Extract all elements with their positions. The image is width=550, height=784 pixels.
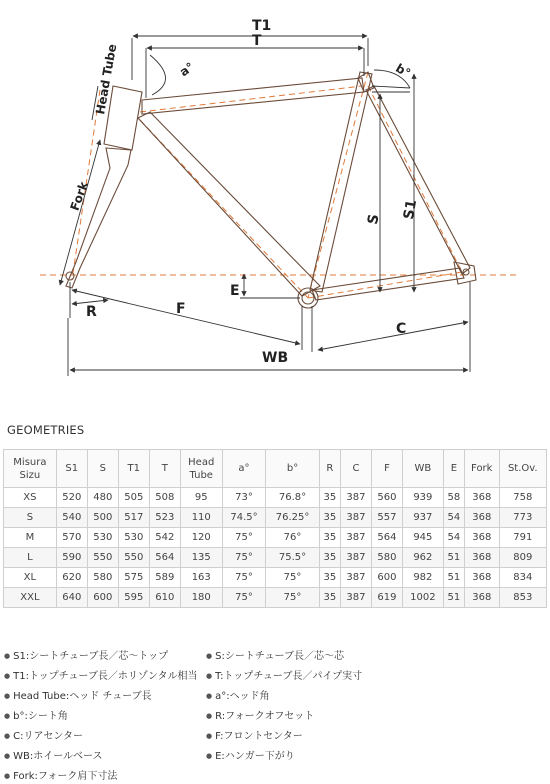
column-header: S1	[56, 450, 87, 488]
table-cell: XL	[4, 568, 57, 588]
table-cell: 982	[402, 568, 443, 588]
table-cell: 937	[402, 508, 443, 528]
column-header: a°	[222, 450, 266, 488]
table-cell: 600	[87, 588, 118, 608]
table-cell: 368	[464, 588, 499, 608]
table-cell: 939	[402, 488, 443, 508]
table-cell: 387	[340, 528, 371, 548]
legend-item-s1: ● S1:シートチューブ長／芯～トップ	[4, 647, 168, 662]
legend-item-c: ● C:リアセンター	[4, 727, 83, 742]
table-cell: 595	[118, 588, 149, 608]
top-tube	[142, 78, 364, 114]
legend-item-wb: ● WB:ホイールベース	[4, 747, 103, 762]
legend-item-b-angle: ● b°:シート角	[4, 707, 68, 722]
table-cell: 620	[56, 568, 87, 588]
table-cell: 575	[118, 568, 149, 588]
table-cell: 500	[87, 508, 118, 528]
table-body	[4, 488, 547, 608]
label-c: C	[396, 321, 407, 337]
table-cell: 54	[443, 508, 464, 528]
label-f: F	[176, 301, 186, 317]
table-cell: 387	[340, 488, 371, 508]
table-cell: 35	[319, 588, 340, 608]
table-cell: 35	[319, 528, 340, 548]
table-cell: 550	[118, 548, 149, 568]
legend-item-t1: ● T1:トップチューブ長／ホリゾンタル相当	[4, 667, 197, 682]
table-cell: 962	[402, 548, 443, 568]
table-cell: 758	[499, 488, 546, 508]
table-cell: 580	[87, 568, 118, 588]
column-header: Misura Sizu	[4, 450, 57, 488]
label-a-angle: a°	[177, 59, 197, 80]
legend-item-e: ● E:ハンガー下がり	[206, 747, 295, 762]
table-cell: 590	[56, 548, 87, 568]
header-row	[4, 450, 547, 488]
table-cell: 35	[319, 548, 340, 568]
table-cell: 75°	[222, 568, 266, 588]
column-header: E	[443, 450, 464, 488]
table-cell: 589	[149, 568, 180, 588]
table-cell: 560	[371, 488, 402, 508]
column-header: WB	[402, 450, 443, 488]
column-header: T1	[118, 450, 149, 488]
table-cell: 135	[180, 548, 222, 568]
centerlines	[40, 72, 520, 298]
table-cell: 791	[499, 528, 546, 548]
table-cell: 368	[464, 568, 499, 588]
table-cell: 619	[371, 588, 402, 608]
table-cell: 387	[340, 508, 371, 528]
legend-item-head-tube: ● Head Tube:ヘッド チューブ長	[4, 687, 152, 702]
table-cell: 550	[87, 548, 118, 568]
table-cell: 610	[149, 588, 180, 608]
table-cell: 75°	[266, 568, 319, 588]
column-header: Fork	[464, 450, 499, 488]
label-wb: WB	[262, 350, 289, 366]
table-cell: 35	[319, 568, 340, 588]
table-cell: 773	[499, 508, 546, 528]
table-cell: 523	[149, 508, 180, 528]
table-cell: 542	[149, 528, 180, 548]
table-cell: 35	[319, 508, 340, 528]
table-cell: 368	[464, 488, 499, 508]
table-cell: 853	[499, 588, 546, 608]
legend-item-t: ● T:トップチューブ長／パイプ実寸	[206, 667, 362, 682]
table-cell: 73°	[222, 488, 266, 508]
table-cell: 51	[443, 548, 464, 568]
table-cell: 508	[149, 488, 180, 508]
table-row	[4, 588, 547, 608]
legend-item-r: ● R:フォークオフセット	[206, 707, 314, 722]
column-header: F	[371, 450, 402, 488]
table-row	[4, 488, 547, 508]
label-b-angle: b°	[393, 60, 413, 81]
column-header: T	[149, 450, 180, 488]
seat-tube	[310, 72, 372, 292]
table-cell: 368	[464, 548, 499, 568]
label-t: T	[252, 33, 262, 49]
table-cell: 368	[464, 508, 499, 528]
table-cell: 387	[340, 568, 371, 588]
table-cell: 110	[180, 508, 222, 528]
legend-item-a-angle: ● a°:ヘッド角	[206, 687, 270, 702]
table-cell: 35	[319, 488, 340, 508]
table-cell: 387	[340, 548, 371, 568]
legend-item-fork: ● Fork:フォーク肩下寸法	[4, 767, 117, 782]
table-cell: 570	[56, 528, 87, 548]
table-cell: XS	[4, 488, 57, 508]
table-cell: 517	[118, 508, 149, 528]
table-cell: 564	[149, 548, 180, 568]
table-cell: 75.5°	[266, 548, 319, 568]
table-cell: 540	[56, 508, 87, 528]
table-header	[4, 450, 547, 488]
table-cell: 54	[443, 528, 464, 548]
table-cell: 530	[87, 528, 118, 548]
table-cell: 180	[180, 588, 222, 608]
table-cell: 75°	[266, 588, 319, 608]
table-cell: 1002	[402, 588, 443, 608]
table-cell: 75°	[222, 528, 266, 548]
column-header: S	[87, 450, 118, 488]
seat-stay	[366, 86, 470, 274]
table-cell: 76°	[266, 528, 319, 548]
table-cell: M	[4, 528, 57, 548]
column-header: C	[340, 450, 371, 488]
geometries-table	[3, 449, 547, 608]
table-cell: L	[4, 548, 57, 568]
down-tube	[138, 112, 320, 296]
table-cell: 480	[87, 488, 118, 508]
legend-item-s: ● S:シートチューブ長／芯～芯	[206, 647, 344, 662]
table-cell: 95	[180, 488, 222, 508]
label-s: S	[365, 212, 383, 226]
column-header: St.Ov.	[499, 450, 546, 488]
table-cell: 600	[371, 568, 402, 588]
table-row	[4, 568, 547, 588]
table-row	[4, 528, 547, 548]
table-cell: 76.8°	[266, 488, 319, 508]
label-r: R	[86, 304, 97, 320]
column-header: Head Tube	[180, 450, 222, 488]
table-cell: 76.25°	[266, 508, 319, 528]
table-row	[4, 548, 547, 568]
table-cell: 505	[118, 488, 149, 508]
table-cell: S	[4, 508, 57, 528]
label-t1: T1	[252, 18, 272, 34]
table-cell: 75°	[222, 548, 266, 568]
geometries-title: GEOMETRIES	[7, 423, 85, 437]
table-cell: 557	[371, 508, 402, 528]
table-cell: 640	[56, 588, 87, 608]
fork	[66, 148, 131, 288]
table-cell: 809	[499, 548, 546, 568]
label-fork: Fork	[67, 179, 91, 213]
table-cell: 580	[371, 548, 402, 568]
column-header: R	[319, 450, 340, 488]
table-cell: 564	[371, 528, 402, 548]
legend-item-f: ● F:フロントセンター	[206, 727, 303, 742]
label-e: E	[230, 283, 240, 299]
table-cell: 163	[180, 568, 222, 588]
frame	[66, 72, 476, 308]
table-cell: 530	[118, 528, 149, 548]
table-cell: 368	[464, 528, 499, 548]
table-cell: 51	[443, 568, 464, 588]
table-cell: 945	[402, 528, 443, 548]
table-cell: 58	[443, 488, 464, 508]
table-cell: 120	[180, 528, 222, 548]
label-head-tube: Head Tube	[93, 42, 120, 116]
table-row	[4, 508, 547, 528]
table-cell: 387	[340, 588, 371, 608]
table-cell: 834	[499, 568, 546, 588]
label-s1: S1	[400, 198, 421, 221]
table-cell: 520	[56, 488, 87, 508]
table-cell: 51	[443, 588, 464, 608]
column-header: b°	[266, 450, 319, 488]
table-cell: 74.5°	[222, 508, 266, 528]
table-cell: XXL	[4, 588, 57, 608]
table-cell: 75°	[222, 588, 266, 608]
